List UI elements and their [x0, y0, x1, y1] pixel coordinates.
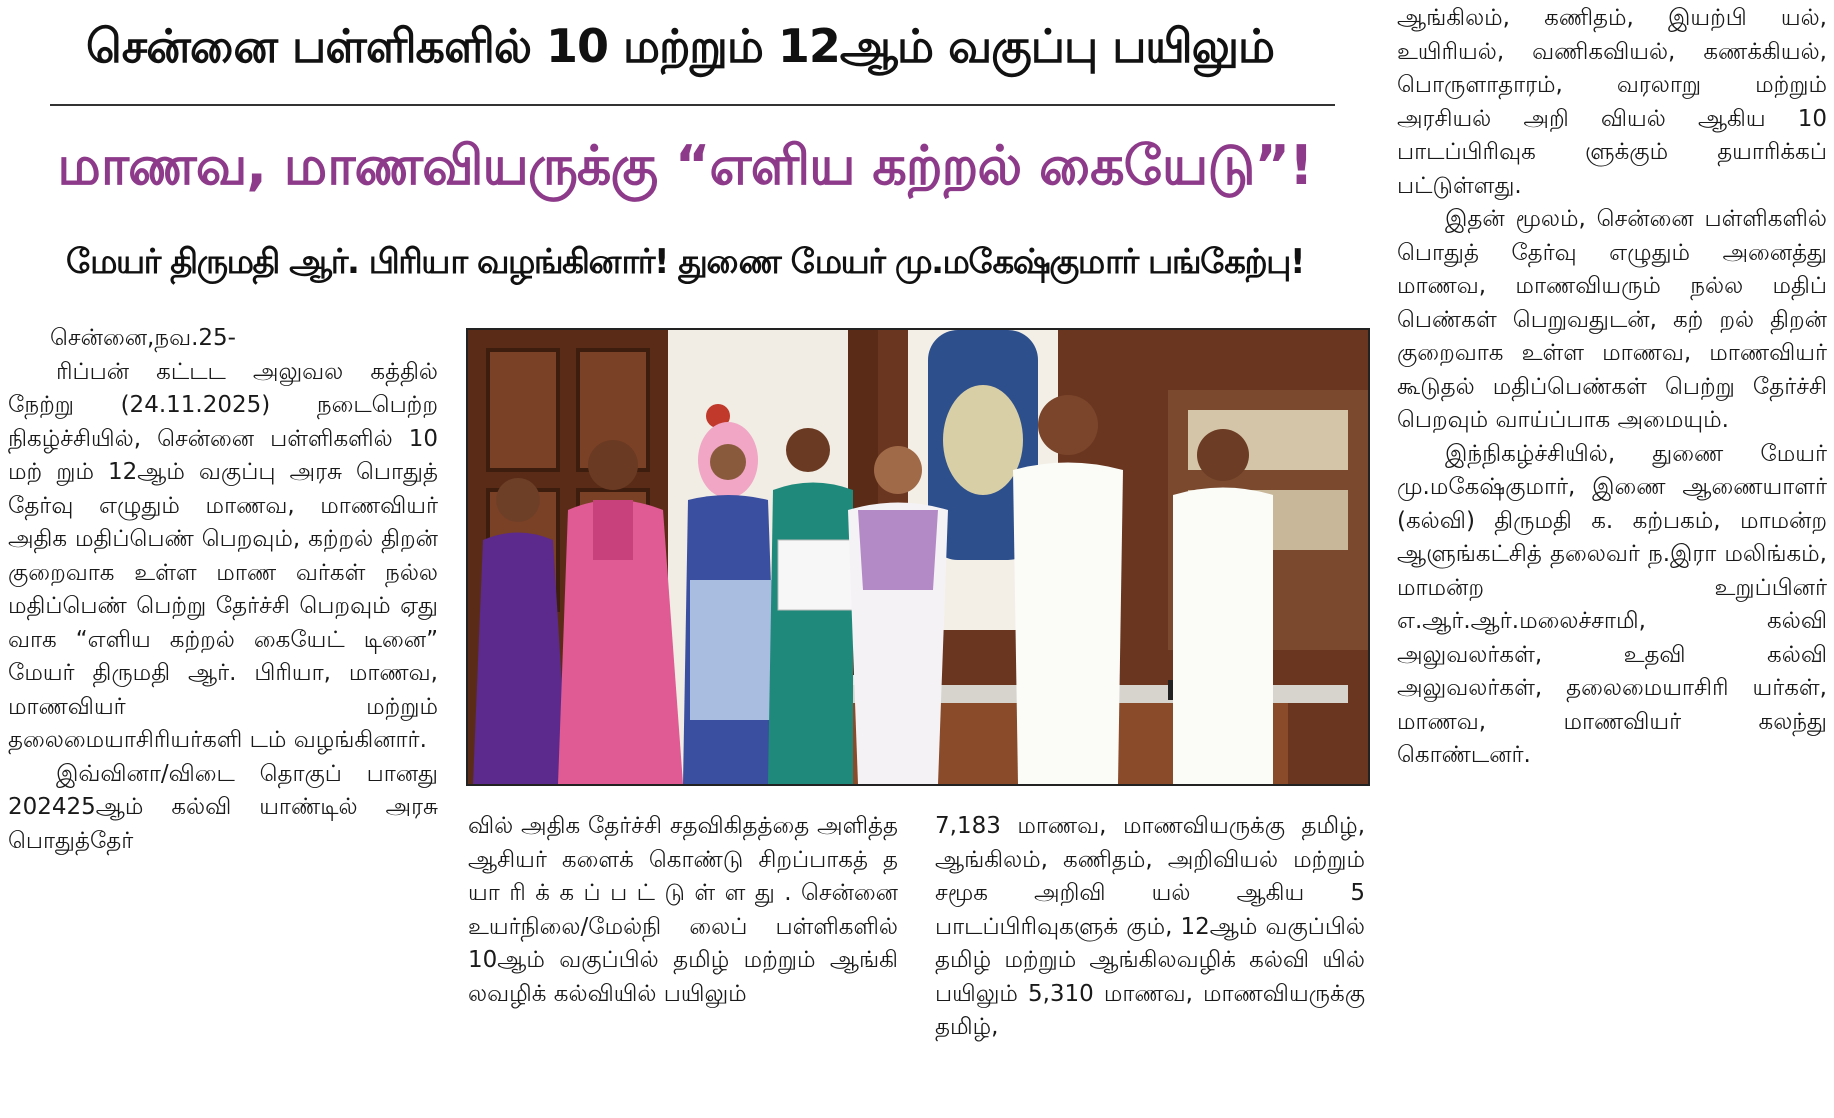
- article-column-1: [8, 322, 438, 1112]
- article-column-4: [1397, 2, 1827, 1112]
- headline-line-1: சென்னை பள்ளிகளில் 10 மற்றும் 12ஆம் வகுப்பு பயிலும்: [85, 19, 1275, 73]
- paragraph: இதன் மூலம், சென்னை பள்ளிகளில் பொதுத் தேர்வு எழுதும் அனைத்து மாணவ, மாணவியரும் நல்ல மதிப் பெண்கள் பெறுவதுடன், கற் றல் திறன் குறைவாக உள்ள மாணவ, மாணவியர் கூடுதல் மதிப்பெண்கள் பெற்று தேர்ச்சி பெறவும் வாய்ப்பாக அமையும்.: [1397, 206, 1827, 433]
- paragraph: 7,183 மாணவ, மாணவியருக்கு தமிழ், ஆங்கிலம், கணிதம், அறிவியல் மற்றும் சமூக அறிவி யல் ஆகிய 5 பாடப்பிரிவுகளுக் கும், 12ஆம் வகுப்பில் தமிழ் மற்றும் ஆங்கிலவழிக் கல்வி யில் பயிலும் 5,310 மாணவ, மாணவியருக்கு தமிழ்,: [935, 813, 1365, 1040]
- article-column-3: [935, 810, 1365, 1110]
- headline-line-3: மேயர் திருமதி ஆர். பிரியா வழங்கினார்! துணை மேயர் மு.மகேஷ்குமார் பங்கேற்பு!: [66, 242, 1304, 282]
- news-photo: [466, 328, 1370, 786]
- paragraph: ஆங்கிலம், கணிதம், இயற்பி யல், உயிரியல், வணிகவியல், கணக்கியல், பொருளாதாரம், வரலாறு மற்றும் அரசியல் அறி வியல் ஆகிய 10 பாடப்பிரிவுக ளுக்கும் தயாரிக்கப் பட்டுள்ளது.: [1397, 5, 1827, 199]
- paragraph: இவ்வினா/விடை தொகுப் பானது 202425ஆம் கல்வி யாண்டில் அரசு பொதுத்தேர்: [8, 760, 438, 854]
- headline-line-2: மாணவ, மாணவியருக்கு “எளிய கற்றல் கையேடு”!: [57, 134, 1313, 197]
- dateline: சென்னை,நவ.25-: [50, 325, 236, 351]
- headline-rule: [50, 104, 1335, 106]
- paragraph: வில் அதிக தேர்ச்சி சதவிகிதத்தை அளித்த ஆசியர் களைக் கொண்டு சிறப்பாகத் த யா ரி க் க ப் ப ட் டு ள் ள து . சென்னை உயர்நிலை/மேல்நி லைப் பள்ளிகளில் 10ஆம் வகுப்பில் தமிழ் மற்றும் ஆங்கி லவழிக் கல்வியில் பயிலும்: [468, 813, 898, 1007]
- paragraph: இந்நிகழ்ச்சியில், துணை மேயர் மு.மகேஷ்குமார், இணை ஆணையாளர் (கல்வி) திருமதி க. கற்பகம், மாமன்ற ஆளுங்கட்சித் தலைவர் ந.இரா மலிங்கம், மாமன்ற உறுப்பினர் எ.ஆர்.ஆர்.மலைச்சாமி, கல்வி அலுவலர்கள், உதவி கல்வி அலுவலர்கள், தலைமையாசிரி யர்கள், மாணவ, மாணவியர் கலந்து கொண்டனர்.: [1397, 440, 1827, 768]
- paragraph: ரிப்பன் கட்டட அலுவல கத்தில் நேற்று (24.11.2025) நடைபெற்ற நிகழ்ச்சியில், சென்னை பள்ளிகளில் 10 மற் றும் 12ஆம் வகுப்பு அரசு பொதுத் தேர்வு எழுதும் மாணவ, மாணவியர் அதிக மதிப்பெண் பெறவும், கற்றல் திறன் குறைவாக உள்ள மாண வர்கள் நல்ல மதிப்பெண் பெற்று தேர்ச்சி பெறவும் ஏது வாக “எளிய கற்றல் கையேட் டினை” மேயர் திருமதி ஆர். பிரியா, மாணவ, மாணவியர் மற்றும் தலைமையாசிரியர்களி டம் வழங்கினார்.: [8, 358, 438, 753]
- article-column-2: [468, 810, 898, 1110]
- photo-illustration: [468, 330, 1368, 784]
